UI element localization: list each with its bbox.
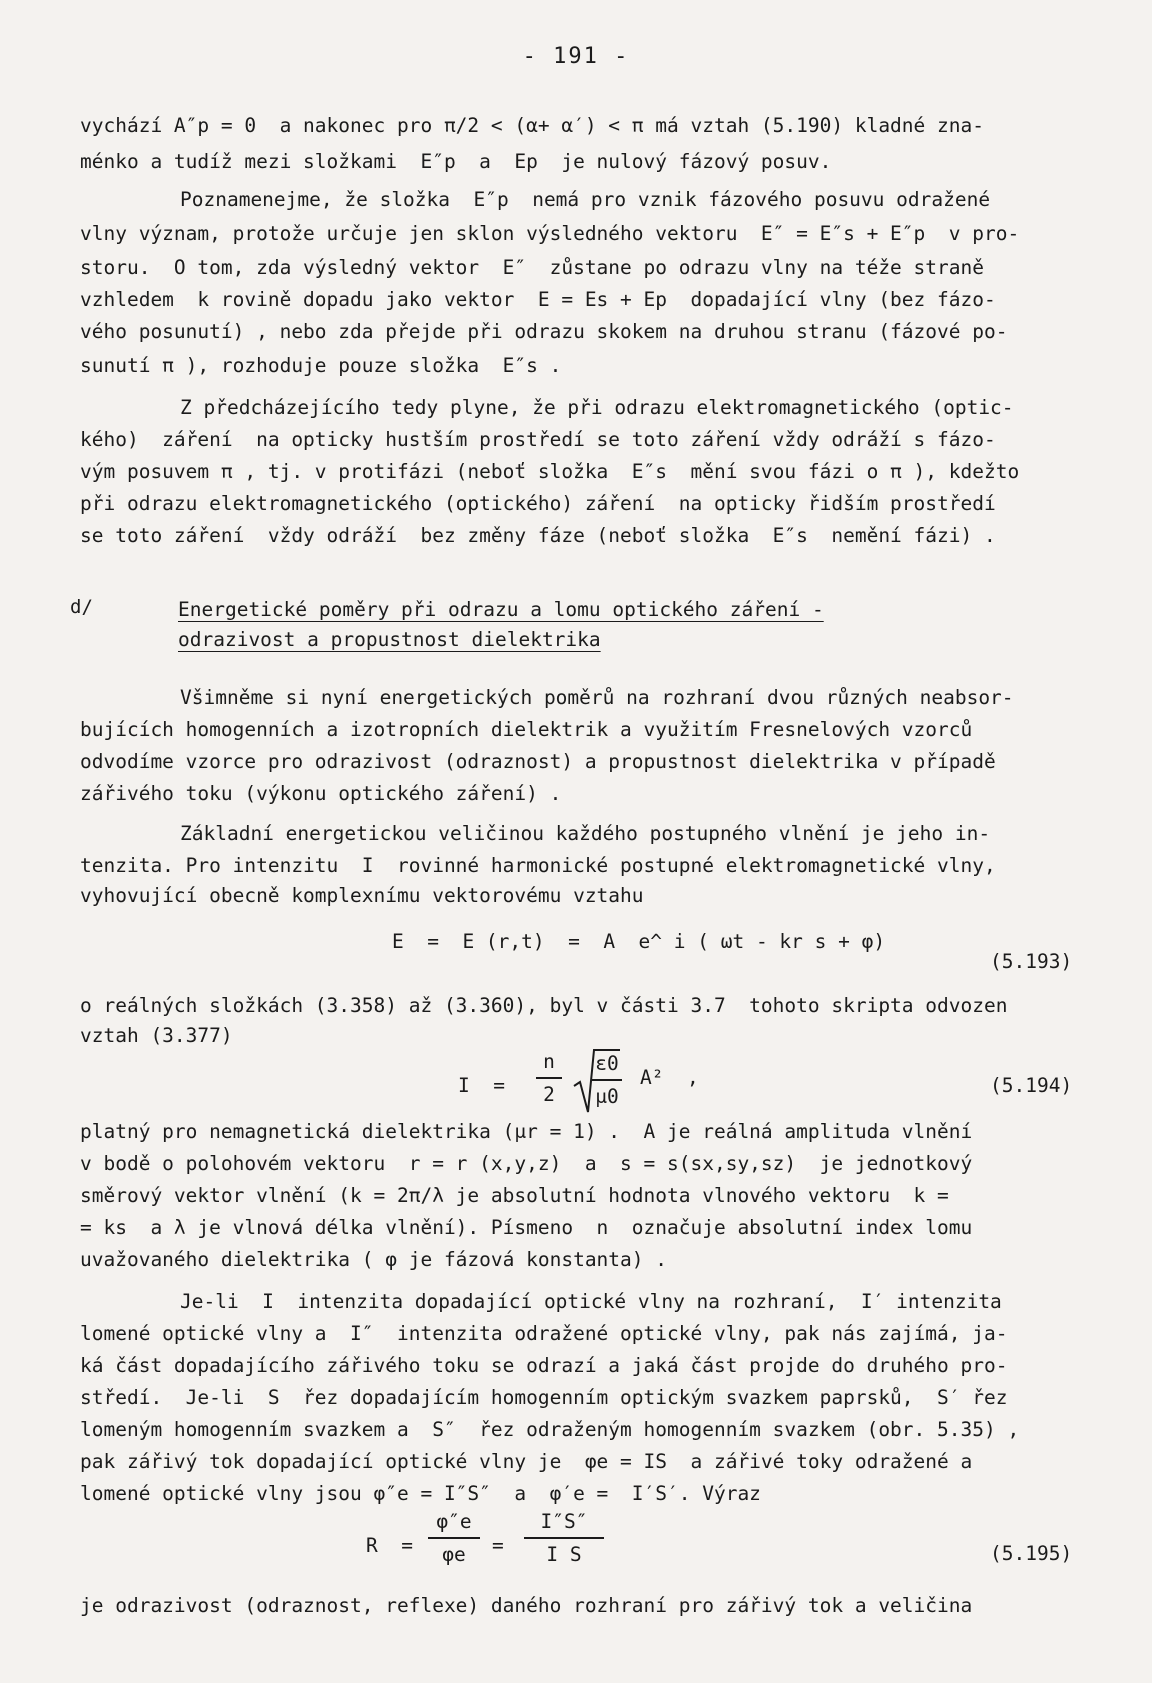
root-denominator: μ0 (595, 1085, 619, 1108)
text-line: Z předcházejícího tedy plyne, že při odrazu elektromagnetického (optic- (180, 396, 1014, 419)
section-marker: d/ (70, 596, 93, 618)
fraction-denominator: 2 (543, 1083, 555, 1106)
text-line: tenzita. Pro intenzitu I rovinné harmonické postupné elektromagnetické vlny, (80, 854, 996, 877)
fraction (536, 1050, 562, 1106)
fraction-numerator: φ″e (436, 1510, 472, 1533)
text-line: je odrazivost (odraznost, reflexe) daného rozhraní pro zářivý tok a veličina (80, 1594, 973, 1617)
equation-number: (5.194) (990, 1074, 1073, 1097)
text-line: Základní energetickou veličinou každého postupného vlnění je jeho in- (180, 822, 991, 845)
text-line: odvodíme vzorce pro odrazivost (odraznost) a propustnost dielektrika v případě (80, 750, 996, 773)
text-line: směrový vektor vlnění (k = 2π/λ je absolutní hodnota vlnového vektoru k = (80, 1184, 949, 1207)
text-line: vého posunutí) , nebo zda přejde při odrazu skokem na druhou stranu (fázové po- (80, 320, 1008, 343)
equation-5-194-tail: A² , (640, 1066, 699, 1089)
text-line: = ks a λ je vlnová délka vlnění). Písmeno n označuje absolutní index lomu (80, 1216, 973, 1239)
text-line: platný pro nemagnetická dielektrika (μr = 1) . A je reálná amplituda vlnění (80, 1120, 973, 1143)
text-line: bujících homogenních a izotropních dielektrik a využitím Fresnelových vzorců (80, 718, 973, 741)
equation-number: (5.193) (990, 950, 1073, 973)
root-fraction (592, 1052, 622, 1108)
text-line: ká část dopadajícího zářivého toku se odrazí a jaká část projde do druhého pro- (80, 1354, 1008, 1377)
text-line: zářivého toku (výkonu optického záření) . (80, 782, 562, 805)
text-line: lomeným homogenním svazkem a S″ řez odraženým homogenním svazkem (obr. 5.35) , (80, 1418, 1020, 1441)
text-line: v bodě o polohovém vektoru r = r (x,y,z) a s = s(sx,sy,sz) je jednotkový (80, 1152, 973, 1175)
section-heading: odrazivost a propustnost dielektrika (178, 628, 601, 651)
text-line: se toto záření vždy odráží bez změny fáze (neboť složka E″s nemění fázi) . (80, 524, 996, 547)
equals-sign: = (492, 1534, 504, 1557)
text-line: při odrazu elektromagnetického (optického) záření na opticky řidším prostředí (80, 492, 996, 515)
equation-5-194-lhs: I = (458, 1074, 505, 1097)
fraction-denominator: φe (442, 1543, 466, 1566)
text-line: vztah (3.377) (80, 1024, 233, 1047)
text-line: o reálných složkách (3.358) až (3.360), byl v části 3.7 tohoto skripta odvozen (80, 994, 1008, 1017)
text-line: lomené optické vlny jsou φ″e = I″S″ a φ′e = I′S′. Výraz (80, 1482, 761, 1505)
text-line: pak zářivý tok dopadající optické vlny je φe = IS a zářivé toky odražené a (80, 1450, 973, 1473)
text-line: vyhovující obecně komplexnímu vektorovému vztahu (80, 884, 644, 907)
text-line: kého) záření na opticky hustším prostředí se toto záření vždy odráží s fázo- (80, 428, 996, 451)
text-line: uvažovaného dielektrika ( φ je fázová konstanta) . (80, 1248, 667, 1271)
text-line: lomené optické vlny a I″ intenzita odražené optické vlny, pak nás zajímá, ja- (80, 1322, 1008, 1345)
text-line: storu. O tom, zda výsledný vektor E″ zůstane po odrazu vlny na téže straně (80, 256, 984, 279)
text-line: Je-li I intenzita dopadající optické vlny na rozhraní, I′ intenzita (180, 1290, 1002, 1313)
section-heading: Energetické poměry při odrazu a lomu optického záření - (178, 598, 824, 621)
fraction-denominator: I S (546, 1543, 582, 1566)
fraction-numerator: n (543, 1050, 555, 1073)
fraction-numerator: I″S″ (540, 1510, 588, 1533)
text-line: ménko a tudíž mezi složkami E″p a Ep je nulový fázový posuv. (80, 150, 832, 173)
fraction (428, 1510, 480, 1566)
text-line: vzhledem k rovině dopadu jako vektor E = Es + Ep dopadající vlny (bez fázo- (80, 288, 996, 311)
text-line: sunutí π ), rozhoduje pouze složka E″s . (80, 354, 562, 377)
text-line: vlny význam, protože určuje jen sklon výsledného vektoru E″ = E″s + E″p v pro- (80, 222, 1020, 245)
text-line: Všimněme si nyní energetických poměrů na rozhraní dvou různých neabsor- (180, 686, 1014, 709)
equation-5-193: E = E (r,t) = A e^ i ( ωt - kr s + φ) (392, 930, 886, 953)
equation-number: (5.195) (990, 1542, 1073, 1565)
text-line: Poznamenejme, že složka E″p nemá pro vznik fázového posuvu odražené (180, 188, 991, 211)
text-line: vým posuvem π , tj. v protifázi (neboť složka E″s mění svou fázi o π ), kdežto (80, 460, 1020, 483)
page-number: - 191 - (522, 44, 630, 69)
equation-5-195-lhs: R = (366, 1534, 413, 1557)
text-line: středí. Je-li S řez dopadajícím homogenním optickým svazkem paprsků, S′ řez (80, 1386, 1008, 1409)
text-line: vychází A″p = 0 a nakonec pro π/2 < (α+ α′) < π má vztah (5.190) kladné zna- (80, 114, 984, 137)
fraction (524, 1510, 604, 1566)
root-numerator: ε0 (595, 1052, 619, 1075)
